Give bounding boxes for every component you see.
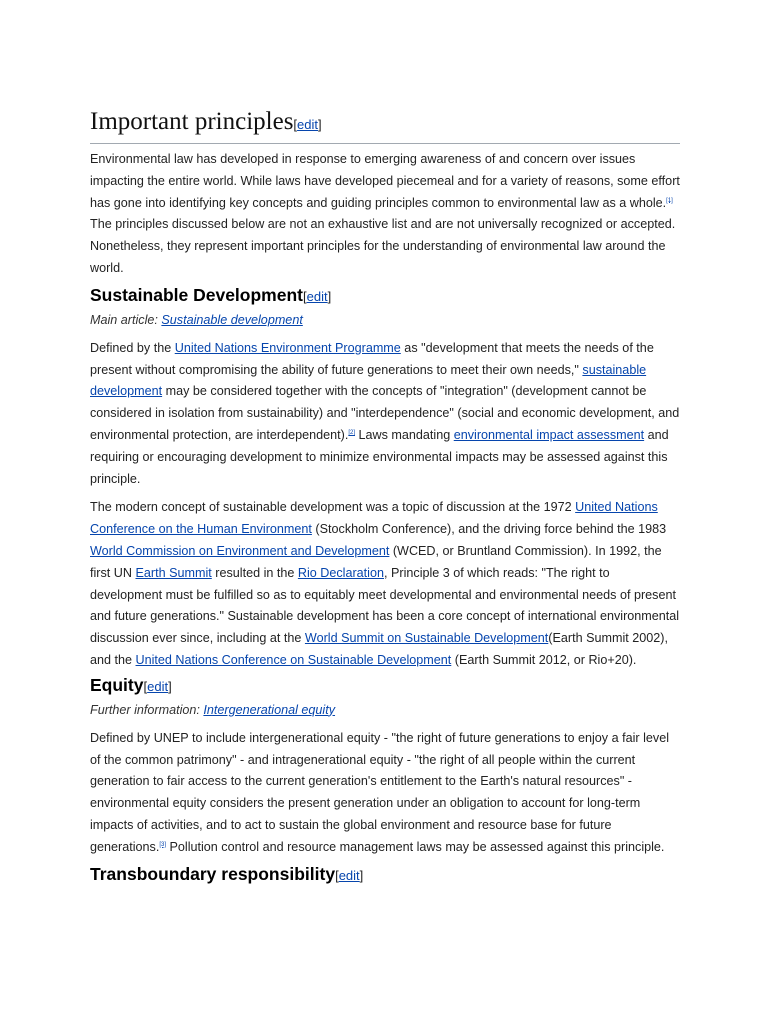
edit-section-link: [edit]	[293, 117, 322, 132]
edit-link[interactable]: edit	[147, 678, 169, 694]
sustainable-paragraph-1	[90, 338, 680, 491]
further-information-link[interactable]: Intergenerational equity	[203, 702, 336, 717]
text: (Stockholm Conference), and the driving force behind the 1983	[311, 522, 667, 537]
text: (Earth Summit 2012, or Rio+20).	[451, 652, 637, 667]
text: (Earth Summit 2002), and the	[90, 631, 668, 667]
text: Pollution control and resource management laws may be assessed against this principle.	[166, 839, 665, 854]
reference-link-2[interactable]: [2]	[348, 429, 356, 436]
equity-paragraph	[90, 728, 680, 859]
section-heading-important-principles	[90, 106, 680, 144]
text: Defined by the	[90, 340, 175, 355]
intro-text-2: The principles discussed below are not an exhaustive list and are not universally recognized or accepted. Nonetheless, they represent important principles for the understanding of environmental law around the world.	[90, 217, 676, 275]
text: (WCED, or Bruntland Commission). In 1992, the first UN	[90, 543, 662, 580]
text: may be considered together with the concepts of "integration" (development cannot be considered in isolation from sustainability) and "interdependence" (social and economic development, and environmental protection, are interdependent).	[90, 384, 680, 442]
link-earth-summit[interactable]: Earth Summit	[135, 565, 212, 580]
reference-link-1[interactable]: [1]	[666, 197, 673, 204]
text: Defined by UNEP to include intergenerational equity - "the right of future generations to enjoy a fair level of the common patrimony" - and intragenerational equity - "the right of all people within the current generation to fair access to the current generation's entitlement to the Earth's natural resources" - environmental equity considers the present generation under an obligation to account for long-term impacts of activities, and to act to sustain the global environment and resource base for future generations.	[90, 730, 669, 854]
link-unep[interactable]: United Nations Environment Programme	[174, 340, 401, 355]
heading-text: Sustainable Development	[90, 284, 303, 305]
text: as "development that meets the needs of the present without compromising the ability of future generations to meet their own needs,"	[90, 340, 654, 377]
further-information-note	[90, 700, 680, 720]
link-rio-declaration[interactable]: Rio Declaration	[297, 565, 384, 580]
link-wced[interactable]: World Commission on Environment and Development	[90, 543, 390, 558]
main-article-link[interactable]: Sustainable development	[161, 312, 303, 327]
edit-link[interactable]: edit	[297, 117, 319, 132]
text: The modern concept of sustainable development was a topic of discussion at the 1972	[90, 500, 576, 515]
reference-link-3[interactable]: [3]	[159, 841, 166, 848]
edit-link[interactable]: edit	[306, 288, 328, 304]
text: and requiring or encouraging development to minimize environmental impacts may be assessed against this principle.	[90, 427, 669, 486]
heading-text: Equity	[90, 674, 144, 695]
text: Laws mandating	[355, 427, 454, 442]
article-content	[90, 106, 680, 887]
reference-2	[348, 430, 355, 436]
link-un-conference-sustainable-development[interactable]: United Nations Conference on Sustainable Development	[135, 652, 452, 667]
section-heading-equity	[90, 674, 680, 698]
reference-3	[159, 842, 166, 848]
text: resulted in the	[211, 565, 298, 580]
reference-1	[666, 197, 673, 203]
link-environmental-impact-assessment[interactable]: environmental impact assessment	[453, 427, 645, 442]
link-world-summit[interactable]: World Summit on Sustainable Development	[304, 631, 549, 646]
edit-section-link: [edit]	[143, 678, 172, 694]
hatnote-prefix: Main article:	[90, 312, 162, 327]
heading-text: Transboundary responsibility	[90, 863, 336, 884]
intro-paragraph	[90, 149, 680, 280]
text: , Principle 3 of which reads: "The right to development must be fulfilled so as to equitably meet developmental and environmental needs of present and future generations." Sustainable development has been a core concept of international environmental discussion ever since, including at the	[90, 565, 680, 646]
section-heading-sustainable-development	[90, 284, 680, 308]
edit-section-link: [edit]	[335, 867, 364, 883]
heading-text: Important principles	[90, 108, 294, 135]
edit-section-link: [edit]	[302, 288, 332, 304]
sustainable-paragraph-2	[90, 497, 680, 671]
link-un-conference-human-environment[interactable]: United Nations Conference on the Human Environment	[90, 500, 658, 537]
section-heading-transboundary-responsibility	[90, 863, 680, 887]
hatnote-prefix: Further information:	[90, 702, 204, 717]
intro-text-1: Environmental law has developed in response to emerging awareness of and concern over issues impacting the entire world. While laws have developed piecemeal and for a variety of reasons, some effort has gone into identifying key concepts and guiding principles common to environmental law as a whole.	[90, 152, 680, 210]
edit-link[interactable]: edit	[338, 867, 360, 883]
main-article-note	[90, 310, 680, 330]
link-sustainable-development[interactable]: sustainable development	[90, 362, 647, 399]
